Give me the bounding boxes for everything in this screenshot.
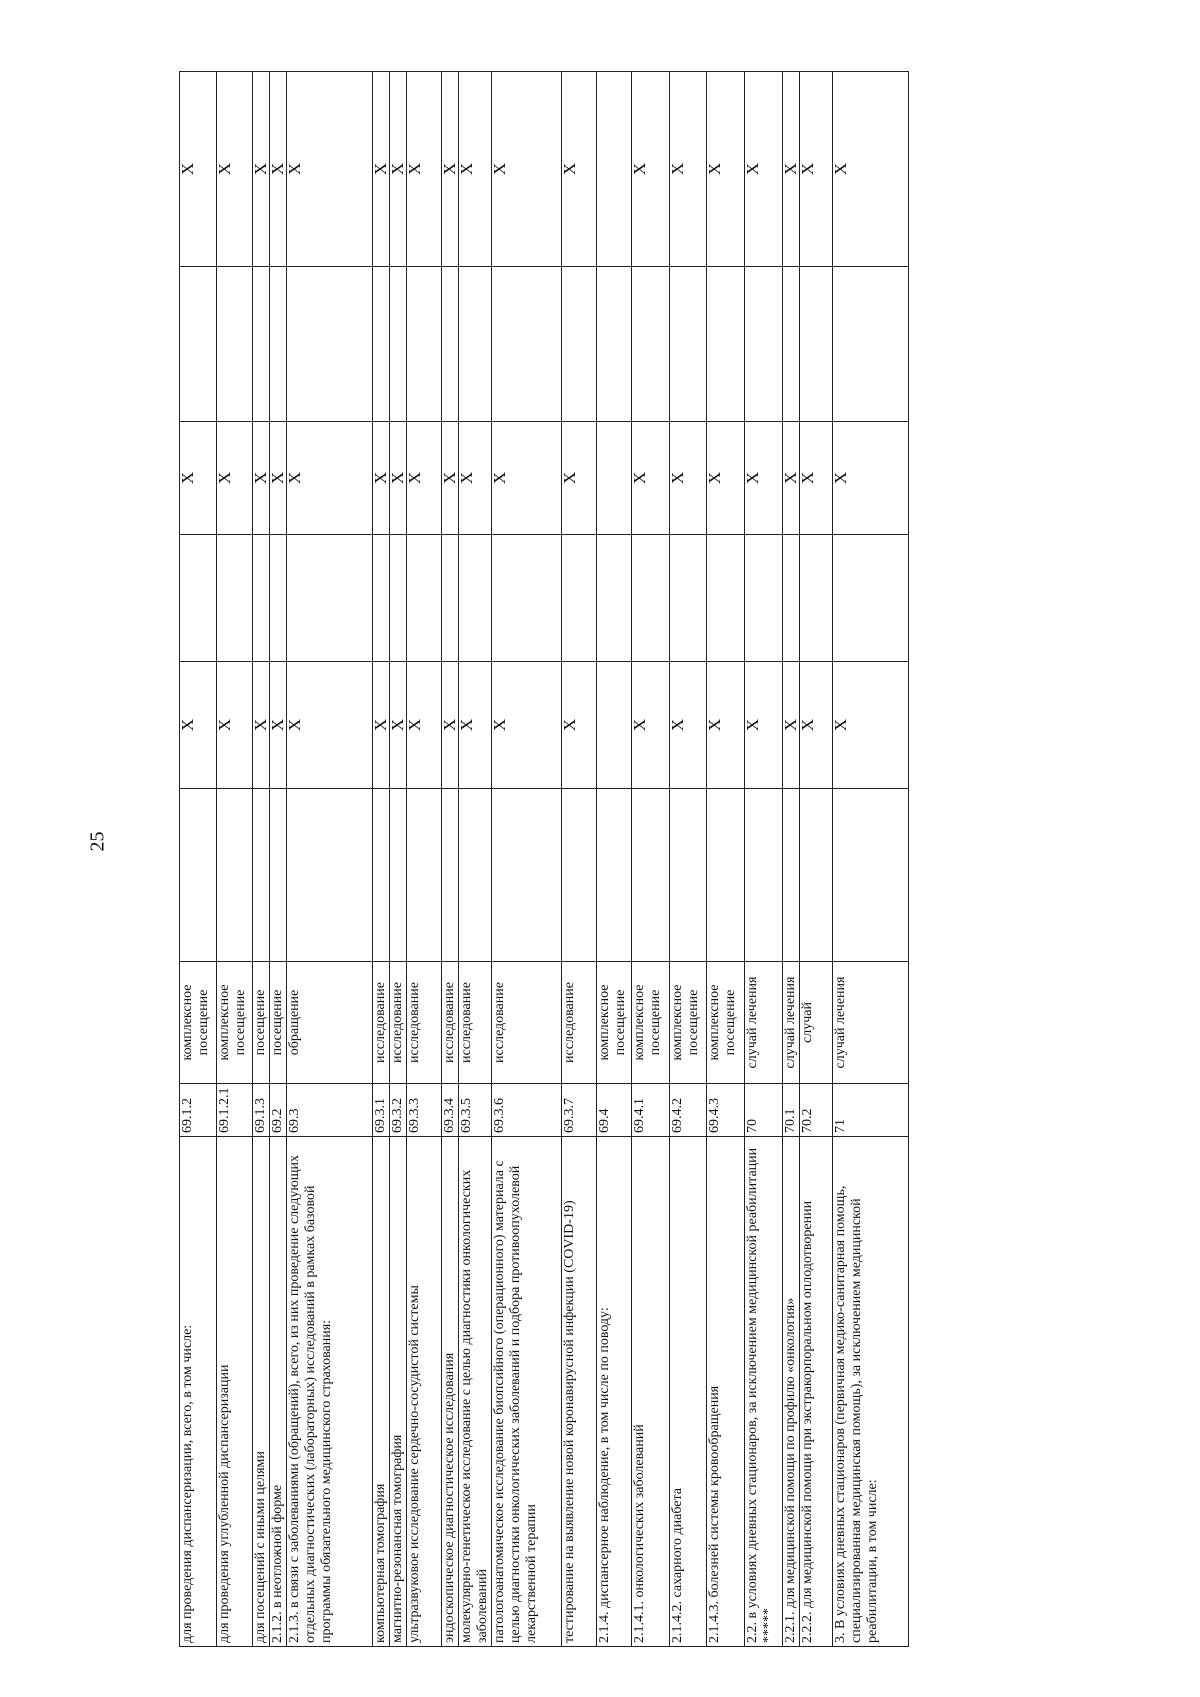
x-mark-cell: X: [562, 662, 597, 789]
empty-cell: [597, 72, 632, 267]
empty-cell: [745, 267, 783, 422]
table-row: [783, 72, 800, 1647]
empty-cell: [492, 267, 562, 422]
x-mark-cell: X: [562, 422, 597, 535]
empty-cell: [597, 422, 632, 535]
row-name: молекулярно-генетическое исследование с целью диагностики онкологических заболеваний: [459, 1137, 492, 1647]
empty-cell: [253, 535, 270, 662]
empty-cell: [442, 789, 459, 962]
x-mark-cell: X: [745, 72, 783, 267]
empty-cell: [253, 267, 270, 422]
empty-cell: [833, 535, 909, 662]
empty-cell: [390, 267, 407, 422]
table-row: [373, 72, 390, 1647]
row-number: 69.3.7: [562, 1084, 597, 1137]
x-mark-cell: X: [800, 662, 833, 789]
empty-cell: [670, 535, 707, 662]
row-number: 69.2: [270, 1084, 287, 1137]
empty-cell: [632, 789, 670, 962]
row-number: 70.1: [783, 1084, 800, 1137]
x-mark-cell: X: [217, 662, 253, 789]
x-mark-cell: X: [670, 422, 707, 535]
x-mark-cell: X: [833, 72, 909, 267]
x-mark-cell: X: [442, 72, 459, 267]
row-unit: исследование: [390, 962, 407, 1084]
x-mark-cell: X: [180, 422, 217, 535]
empty-cell: [632, 535, 670, 662]
x-mark-cell: X: [707, 72, 745, 267]
empty-cell: [407, 789, 442, 962]
x-mark-cell: X: [407, 422, 442, 535]
row-unit: комплексное посещение: [597, 962, 632, 1084]
row-name: 2.1.2. в неотложной форме: [270, 1137, 287, 1647]
empty-cell: [670, 789, 707, 962]
row-unit: исследование: [442, 962, 459, 1084]
empty-cell: [180, 535, 217, 662]
empty-cell: [670, 267, 707, 422]
row-unit: комплексное посещение: [632, 962, 670, 1084]
row-name: магнитно-резонансная томография: [390, 1137, 407, 1647]
x-mark-cell: X: [459, 662, 492, 789]
x-mark-cell: X: [390, 422, 407, 535]
row-unit: исследование: [562, 962, 597, 1084]
row-unit: комплексное посещение: [707, 962, 745, 1084]
row-name: для проведения диспансеризации, всего, в том числе:: [180, 1137, 217, 1647]
empty-cell: [407, 267, 442, 422]
table-row: [670, 72, 707, 1647]
empty-cell: [783, 267, 800, 422]
row-name: 2.1.4.3. болезней системы кровообращения: [707, 1137, 745, 1647]
row-unit: обращение: [287, 962, 373, 1084]
x-mark-cell: X: [180, 72, 217, 267]
empty-cell: [597, 662, 632, 789]
x-mark-cell: X: [217, 422, 253, 535]
empty-cell: [287, 267, 373, 422]
row-name: тестирование на выявление новой коронавирусной инфекции (COVID-19): [562, 1137, 597, 1647]
row-number: 69.3.2: [390, 1084, 407, 1137]
x-mark-cell: X: [287, 422, 373, 535]
row-name: 2.1.4.2. сахарного диабета: [670, 1137, 707, 1647]
page-number: 25: [86, 831, 109, 852]
table-row: [562, 72, 597, 1647]
rotated-table-container: [179, 72, 1139, 1647]
x-mark-cell: X: [800, 422, 833, 535]
row-unit: исследование: [407, 962, 442, 1084]
empty-cell: [562, 789, 597, 962]
x-mark-cell: X: [253, 662, 270, 789]
row-name: 2.1.4.1. онкологических заболеваний: [632, 1137, 670, 1647]
row-number: 69.3.1: [373, 1084, 390, 1137]
empty-cell: [597, 267, 632, 422]
row-name: 2.1.3. в связи с заболеваниями (обращений), всего, из них проведение следующих отдельных диагностических (лабораторных) исследований в рамках базовой программы обязательного медицинского страхования:: [287, 1137, 373, 1647]
empty-cell: [707, 789, 745, 962]
empty-cell: [459, 267, 492, 422]
table-row: [270, 72, 287, 1647]
empty-cell: [407, 535, 442, 662]
table-row: [390, 72, 407, 1647]
row-unit: посещение: [270, 962, 287, 1084]
row-number: 69.4.3: [707, 1084, 745, 1137]
row-unit: посещение: [253, 962, 270, 1084]
empty-cell: [492, 789, 562, 962]
row-name: патологоанатомическое исследование биопсийного (операционного) материала с целью диагностики онкологических заболеваний и подбора противоопухолевой лекарственной терапии: [492, 1137, 562, 1647]
empty-cell: [833, 267, 909, 422]
row-number: 69.4.1: [632, 1084, 670, 1137]
row-number: 69.1.3: [253, 1084, 270, 1137]
x-mark-cell: X: [707, 422, 745, 535]
empty-cell: [442, 535, 459, 662]
empty-cell: [459, 535, 492, 662]
empty-cell: [217, 789, 253, 962]
x-mark-cell: X: [783, 422, 800, 535]
row-unit: случай лечения: [783, 962, 800, 1084]
x-mark-cell: X: [270, 662, 287, 789]
row-number: 69.4: [597, 1084, 632, 1137]
row-number: 69.1.2: [180, 1084, 217, 1137]
row-name: для проведения углубленной диспансеризации: [217, 1137, 253, 1647]
x-mark-cell: X: [632, 422, 670, 535]
table-body: [180, 72, 909, 1647]
row-number: 70.2: [800, 1084, 833, 1137]
x-mark-cell: X: [373, 72, 390, 267]
x-mark-cell: X: [745, 422, 783, 535]
x-mark-cell: X: [270, 72, 287, 267]
row-unit: исследование: [373, 962, 390, 1084]
empty-cell: [217, 267, 253, 422]
x-mark-cell: X: [492, 72, 562, 267]
empty-cell: [270, 535, 287, 662]
x-mark-cell: X: [745, 662, 783, 789]
empty-cell: [707, 535, 745, 662]
data-table: [179, 71, 909, 1647]
row-number: 69.3: [287, 1084, 373, 1137]
row-number: 69.4.2: [670, 1084, 707, 1137]
x-mark-cell: X: [492, 422, 562, 535]
table-row: [459, 72, 492, 1647]
row-unit: комплексное посещение: [217, 962, 253, 1084]
x-mark-cell: X: [217, 72, 253, 267]
x-mark-cell: X: [670, 72, 707, 267]
row-unit: исследование: [492, 962, 562, 1084]
empty-cell: [800, 267, 833, 422]
row-unit: комплексное посещение: [180, 962, 217, 1084]
empty-cell: [442, 267, 459, 422]
empty-cell: [459, 789, 492, 962]
x-mark-cell: X: [833, 422, 909, 535]
row-unit: комплексное посещение: [670, 962, 707, 1084]
empty-cell: [390, 535, 407, 662]
empty-cell: [390, 789, 407, 962]
empty-cell: [783, 789, 800, 962]
table-row: [442, 72, 459, 1647]
empty-cell: [800, 535, 833, 662]
x-mark-cell: X: [492, 662, 562, 789]
row-number: 69.3.3: [407, 1084, 442, 1137]
empty-cell: [562, 535, 597, 662]
empty-cell: [632, 267, 670, 422]
empty-cell: [373, 789, 390, 962]
table-row: [597, 72, 632, 1647]
table-row: [217, 72, 253, 1647]
row-number: 69.1.2.1: [217, 1084, 253, 1137]
row-name: 2.2. в условиях дневных стационаров, за исключением медицинской реабилитации *****: [745, 1137, 783, 1647]
table-row: [707, 72, 745, 1647]
row-number: 69.3.4: [442, 1084, 459, 1137]
x-mark-cell: X: [670, 662, 707, 789]
table-row: [407, 72, 442, 1647]
x-mark-cell: X: [707, 662, 745, 789]
table-row: [800, 72, 833, 1647]
x-mark-cell: X: [632, 662, 670, 789]
row-number: 69.3.5: [459, 1084, 492, 1137]
row-number: 71: [833, 1084, 909, 1137]
row-name: эндоскопическое диагностическое исследования: [442, 1137, 459, 1647]
x-mark-cell: X: [783, 662, 800, 789]
row-unit: случай: [800, 962, 833, 1084]
empty-cell: [597, 535, 632, 662]
table-row: [492, 72, 562, 1647]
x-mark-cell: X: [632, 72, 670, 267]
row-number: 70: [745, 1084, 783, 1137]
x-mark-cell: X: [442, 662, 459, 789]
x-mark-cell: X: [459, 422, 492, 535]
row-unit: исследование: [459, 962, 492, 1084]
table-row: [253, 72, 270, 1647]
empty-cell: [287, 535, 373, 662]
table-row: [745, 72, 783, 1647]
x-mark-cell: X: [442, 422, 459, 535]
x-mark-cell: X: [783, 72, 800, 267]
x-mark-cell: X: [562, 72, 597, 267]
empty-cell: [707, 267, 745, 422]
empty-cell: [562, 267, 597, 422]
x-mark-cell: X: [390, 662, 407, 789]
x-mark-cell: X: [800, 72, 833, 267]
row-name: 2.2.2. для медицинской помощи при экстракорпоральном оплодотворении: [800, 1137, 833, 1647]
row-name: ультразвуковое исследование сердечно-сосудистой системы: [407, 1137, 442, 1647]
x-mark-cell: X: [407, 662, 442, 789]
x-mark-cell: X: [270, 422, 287, 535]
empty-cell: [833, 789, 909, 962]
empty-cell: [373, 535, 390, 662]
row-number: 69.3.6: [492, 1084, 562, 1137]
empty-cell: [800, 789, 833, 962]
empty-cell: [270, 789, 287, 962]
x-mark-cell: X: [287, 662, 373, 789]
x-mark-cell: X: [180, 662, 217, 789]
empty-cell: [217, 535, 253, 662]
x-mark-cell: X: [253, 72, 270, 267]
empty-cell: [783, 535, 800, 662]
x-mark-cell: X: [833, 662, 909, 789]
x-mark-cell: X: [373, 422, 390, 535]
empty-cell: [287, 789, 373, 962]
x-mark-cell: X: [373, 662, 390, 789]
row-name: компьютерная томография: [373, 1137, 390, 1647]
table-row: [632, 72, 670, 1647]
empty-cell: [745, 789, 783, 962]
row-unit: случай лечения: [745, 962, 783, 1084]
row-unit: случай лечения: [833, 962, 909, 1084]
table-row: [833, 72, 909, 1647]
table-row: [180, 72, 217, 1647]
x-mark-cell: X: [459, 72, 492, 267]
empty-cell: [597, 789, 632, 962]
table-row: [287, 72, 373, 1647]
empty-cell: [253, 789, 270, 962]
empty-cell: [492, 535, 562, 662]
x-mark-cell: X: [287, 72, 373, 267]
empty-cell: [270, 267, 287, 422]
row-name: 2.1.4. диспансерное наблюдение, в том числе по поводу:: [597, 1137, 632, 1647]
empty-cell: [180, 789, 217, 962]
x-mark-cell: X: [407, 72, 442, 267]
row-name: для посещений с иными целями: [253, 1137, 270, 1647]
empty-cell: [180, 267, 217, 422]
x-mark-cell: X: [390, 72, 407, 267]
row-name: 2.2.1. для медицинской помощи по профилю «онкология»: [783, 1137, 800, 1647]
x-mark-cell: X: [253, 422, 270, 535]
empty-cell: [745, 535, 783, 662]
row-name: 3. В условиях дневных стационаров (первичная медико-санитарная помощь, специализированная медицинская помощь), за исключением медицинской реабилитации, в том числе:: [833, 1137, 909, 1647]
empty-cell: [373, 267, 390, 422]
